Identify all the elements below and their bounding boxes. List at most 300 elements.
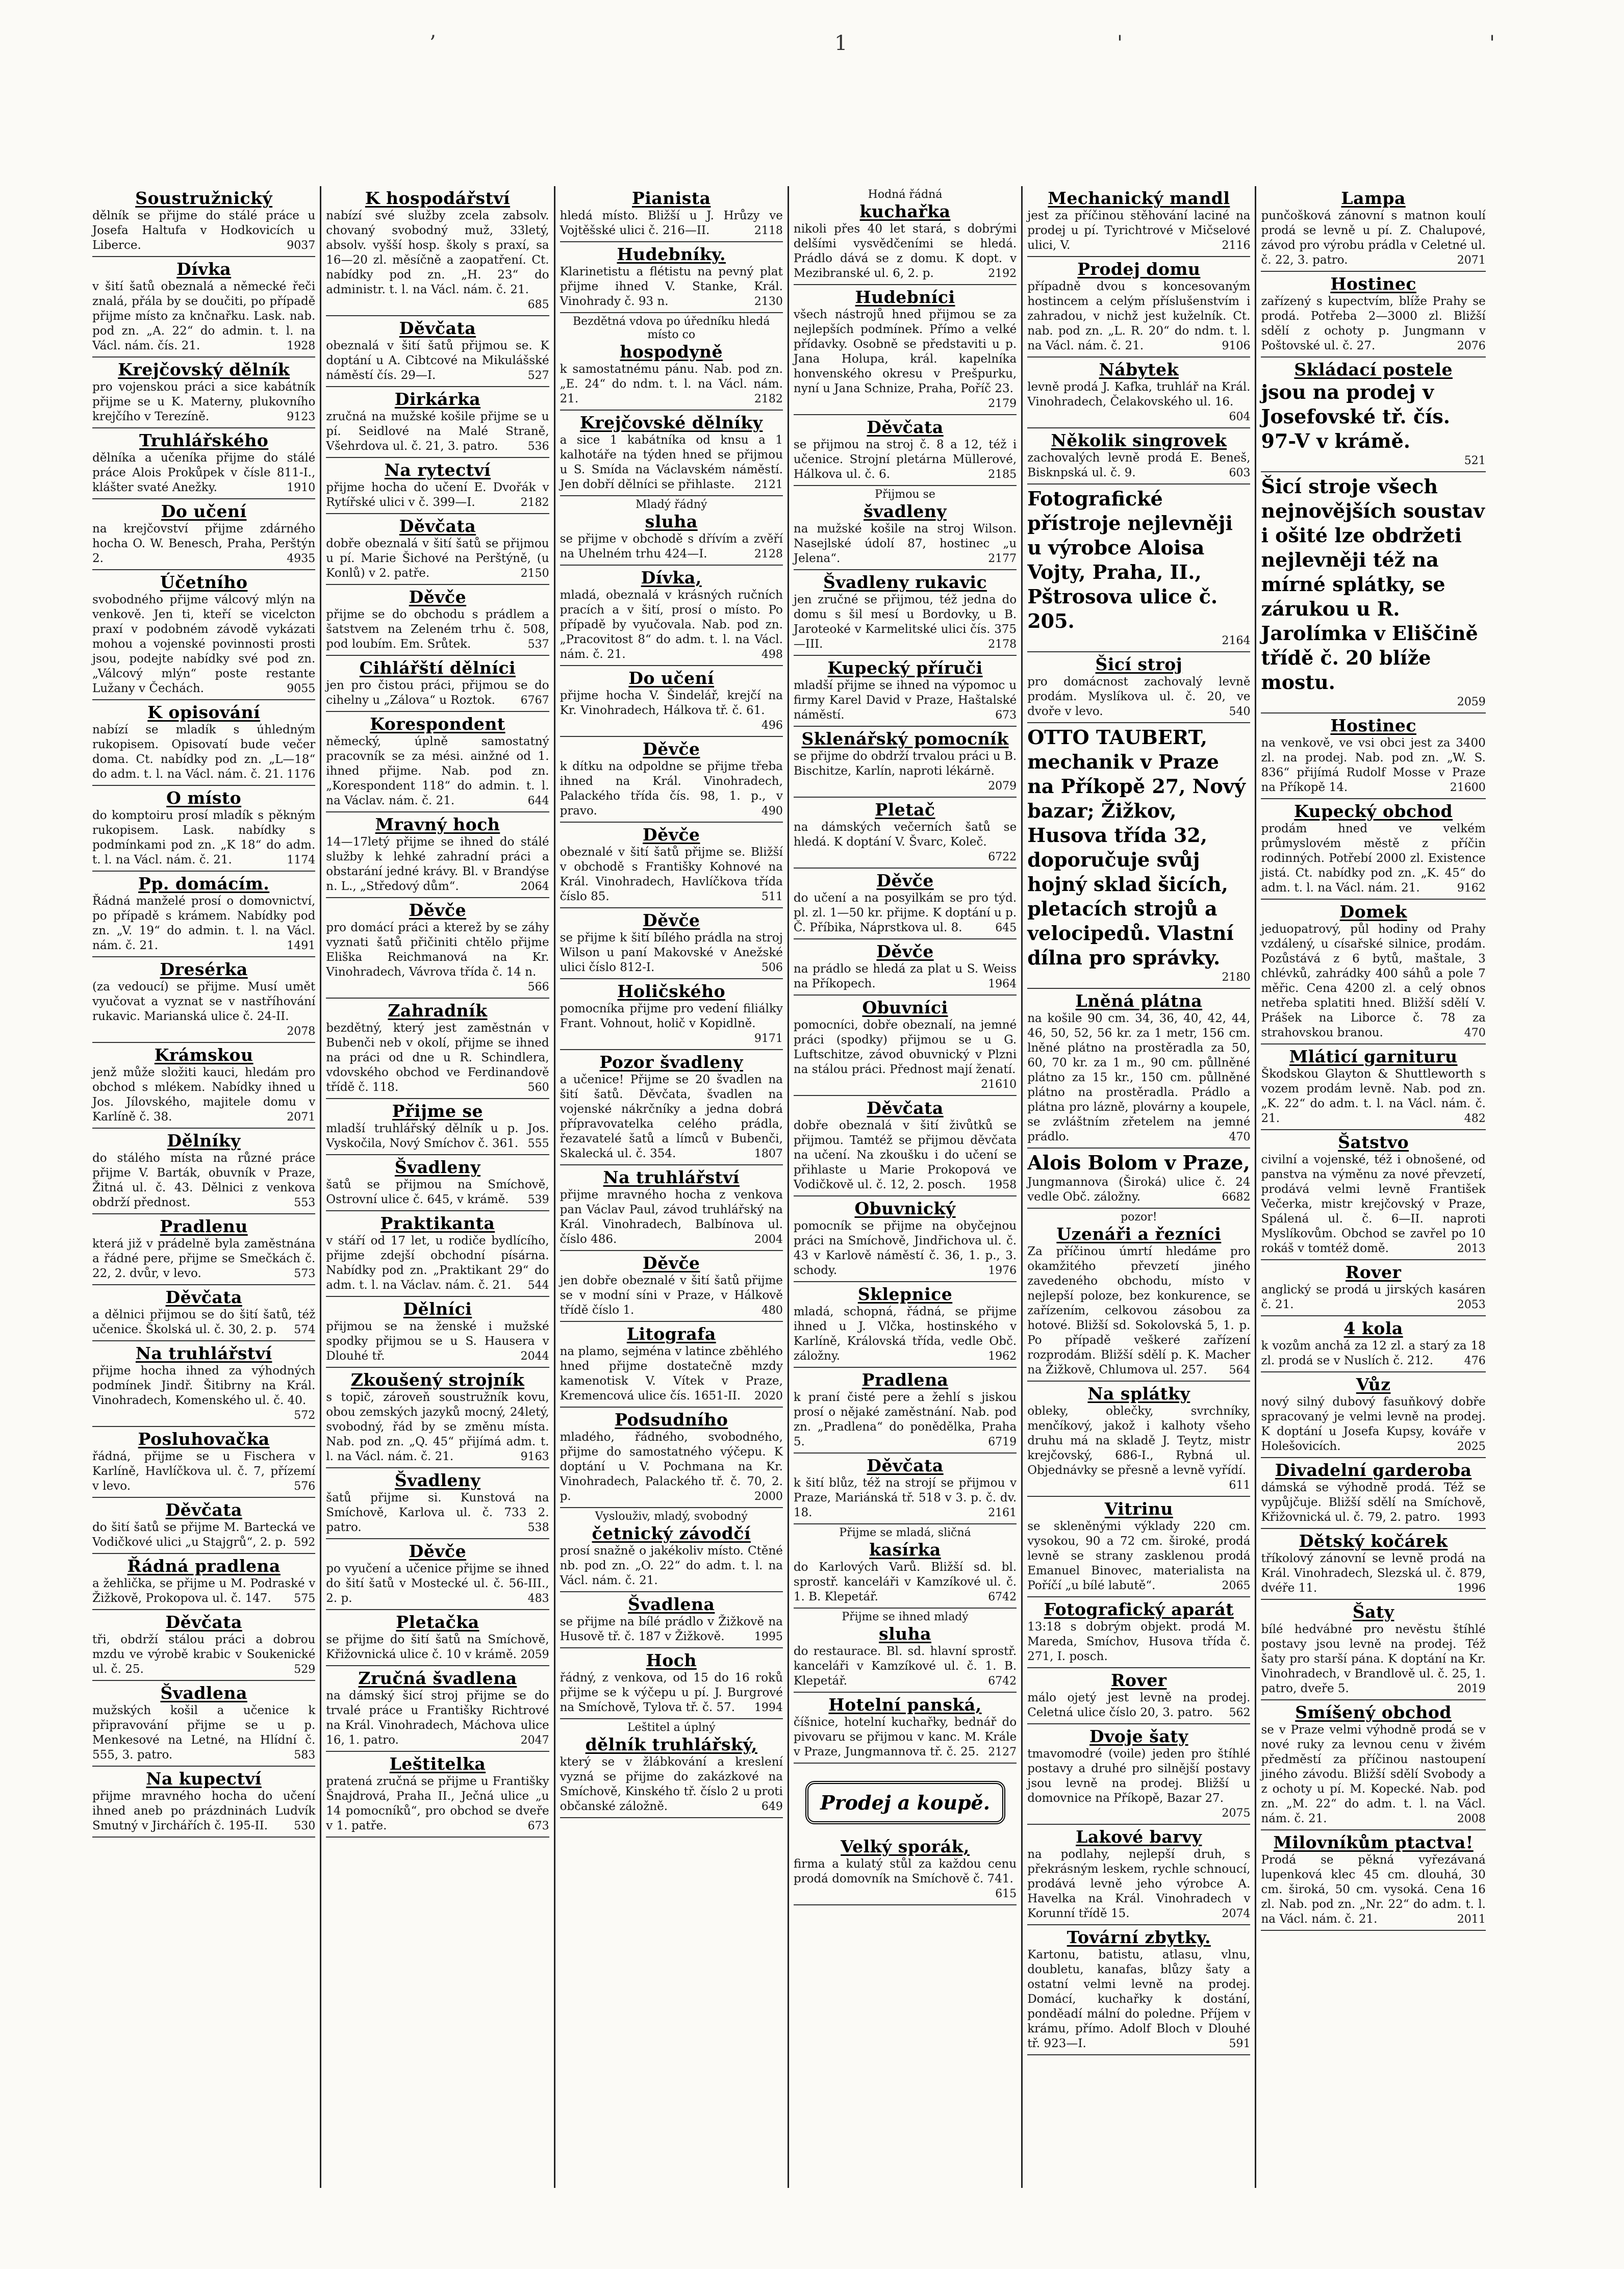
ad-body: levně prodá J. Kafka, truhlář na Král. Vinohradech, Čelakovského ul. 16.	[1027, 380, 1251, 409]
ad-reference-number: 1993	[1457, 1511, 1486, 1524]
classified-ad	[1261, 1700, 1485, 1830]
ad-heading: Děvče	[409, 900, 467, 920]
classified-ad	[1027, 1668, 1250, 1724]
ad-heading: Děvčata	[165, 1500, 242, 1520]
ad-body: Kartonu, batistu, atlasu, vlnu, doubletu, kanafas, blůzy šaty a ostatní velmi levně na prodej. Domácí, kuchařky k dostání, ponděadí mální do poledne. Příjem v krámu, přímo. Adolf Bloch v Dlouhé tř. 923—I.	[1027, 1948, 1251, 2050]
ad-heading: 4 kola	[1343, 1318, 1403, 1338]
classified-ad	[1261, 1130, 1485, 1260]
ad-body: řádný, z venkova, od 15 do 16 roků přijme se k výčepu u pí. J. Burgrové na Smíchově, Tylova tř. č. 57.	[560, 1671, 783, 1714]
ad-heading: Rover	[1345, 1262, 1402, 1282]
classified-ad	[794, 1609, 1017, 1693]
ad-heading: kasírka	[869, 1540, 941, 1560]
ad-body: v stáří od 17 let, u rodiče bydlícího, přijme zdejší obchodní písárna. Nabídky pod zn. „Praktikant 29“ do adm. t. l. na Václav. nám. č. 21.	[326, 1234, 549, 1292]
classified-ad	[326, 186, 549, 316]
ad-preamble: Hodná řádná	[868, 188, 943, 201]
ad-heading: Milovníkům ptactva!	[1273, 1832, 1474, 1852]
ad-reference-number: 6719	[988, 1436, 1017, 1448]
classified-ad	[92, 1214, 315, 1285]
classified-ad	[560, 737, 783, 823]
ad-reference-number: 562	[1229, 1706, 1251, 1719]
ad-reference-number: 6682	[1222, 1191, 1251, 1204]
page-mark: '	[1117, 32, 1123, 55]
classified-ad	[794, 656, 1017, 727]
ad-heading: Holičského	[617, 981, 726, 1001]
classified-ad	[794, 727, 1017, 798]
ad-reference-number: 649	[761, 1800, 783, 1813]
classified-ad	[92, 1427, 315, 1498]
ad-body: přijme mravného hocha do učení ihned aneb po prázdninách Ludvík Smutný v Jirchářích č. 195-II.	[92, 1790, 316, 1832]
ad-reference-number: 2059	[1457, 696, 1486, 708]
ad-reference-number: 2079	[988, 780, 1017, 793]
classified-ad	[92, 1498, 315, 1554]
ad-reference-number: 560	[527, 1081, 549, 1094]
ad-heading: Uzenáři a řezníci	[1056, 1224, 1222, 1244]
ad-body: do Karlových Varů. Bližší sd. bl. sprostř. kanceláři v Kamzíkové ul. č. 1. B. Klepetář.	[793, 1561, 1017, 1603]
ad-preamble: Přijme se mladá, sličná	[839, 1526, 971, 1539]
ad-reference-number: 2130	[754, 295, 783, 308]
ad-heading: Skládací postele	[1294, 360, 1453, 379]
classified-ad	[1027, 989, 1250, 1149]
ad-body: na plamo, sejména v latince zběhlého hned přijme dostatečně mzdy kamenotisk V. Vítek v Praze, Kremencová ulice čís. 1651-II.	[560, 1345, 783, 1403]
classified-ad	[92, 1129, 315, 1214]
ad-body: obleky, oblečky, svrchníky, menčíkový, jakož i kalhoty všeho druhu má na skladě J. Teytz, mistr krejčovský, 686-I., Rybná ul. Objednávky se přesně a levně vyřídí.	[1027, 1405, 1251, 1477]
classified-ad	[1027, 723, 1250, 989]
ad-reference-number: 2004	[754, 1233, 783, 1246]
ad-heading: K opisování	[147, 702, 261, 722]
ad-body: nový silný dubový fasuňkový dobře spracovaný je velmi levně na prodej. K doptání u Josefa Kupsy, kováře v Holešovicích.	[1261, 1395, 1486, 1453]
ad-reference-number: 2008	[1457, 1813, 1486, 1825]
ad-body: do učení a na posyilkám se pro týd. pl. zl. 1—50 kr. přijme. K doptání u p. Č. Příbika, Náprstkova ul. 8.	[793, 891, 1017, 934]
classified-ad	[794, 1096, 1017, 1196]
ad-reference-number: 2128	[754, 548, 783, 560]
ad-body: který se v žlábkování a kreslení vyzná se přijme do zakázkové na Smíchově, Kinského tř. číslo 2 u proti občanské záložně.	[560, 1755, 783, 1813]
ad-heading: Domek	[1339, 902, 1407, 922]
ad-heading: Obuvnický	[854, 1199, 956, 1218]
column-1	[88, 186, 321, 2188]
ad-heading: Do učení	[161, 501, 247, 521]
classified-ad	[92, 700, 315, 786]
ad-reference-number: 555	[527, 1137, 549, 1150]
ad-heading: Děvčata	[399, 318, 476, 338]
ad-reference-number: 2020	[754, 1390, 783, 1403]
ad-body: pro domácnost zachovalý levně prodám. Myslíkova ul. č. 20, ve dvoře v levo.	[1027, 675, 1251, 718]
ad-reference-number: 1958	[988, 1179, 1017, 1191]
ad-heading: Krejčovské dělníky	[580, 413, 763, 432]
ad-heading: Pianista	[632, 188, 711, 208]
ad-reference-number: 2059	[520, 1648, 549, 1661]
ad-reference-number: 583	[294, 1749, 316, 1762]
classified-ad	[92, 570, 315, 700]
classified-ad	[794, 1368, 1017, 1454]
classified-ad	[794, 1693, 1017, 1764]
classified-ad	[326, 458, 549, 514]
ad-reference-number: 592	[294, 1536, 316, 1549]
classified-ad	[1027, 1597, 1250, 1668]
ad-body: na mužské košile na stroj Wilson. Nasejlské údolí 87, hostinec „u Jelena“.	[793, 522, 1017, 565]
column-5	[1023, 186, 1256, 2188]
ad-reference-number: 480	[761, 1304, 783, 1317]
ad-heading: Děvčata	[867, 1098, 944, 1118]
ad-body: Klarinetistu a flétistu na pevný plat přijme ihned V. Stanke, Král. Vinohrady č. 93 n.	[560, 265, 783, 308]
ad-heading: Švadlena	[160, 1683, 247, 1703]
ad-body: přijme hocha V. Šindelář, krejčí na Kr. Vinohradech, Hálkova tř. č. 61.	[560, 689, 783, 717]
ad-body: pro vojenskou práci a sice kabátník přijme se u K. Materny, plukovního krejčího v Terezíně.	[92, 380, 316, 423]
ad-heading: Na rytectví	[384, 460, 491, 480]
classified-ad	[794, 996, 1017, 1096]
classified-ad	[794, 415, 1017, 486]
ad-body: zachovalých levně prodá E. Beneš, Bisknpská ul. č. 9.	[1027, 451, 1251, 479]
ad-heading: Děvče	[643, 739, 700, 759]
ad-body: obeznalé v šití šatů přijme se. Bližší v obchodě s Františky Kohnové na Král. Vinohradech, Havlíčkova třída číslo 85.	[560, 846, 783, 903]
ad-reference-number: 573	[294, 1267, 316, 1280]
ad-reference-number: 2180	[1222, 971, 1251, 984]
ad-body: která již v prádelně byla zaměstnána a řádné pere, přijme se Smečkách č. 22, 2. dvůr, v levo.	[92, 1237, 316, 1280]
ad-reference-number: 574	[294, 1323, 316, 1336]
ad-reference-number: 2182	[520, 496, 549, 509]
classified-ad	[560, 1648, 783, 1719]
ad-reference-number: 9037	[287, 239, 316, 252]
classified-ad	[1027, 652, 1250, 723]
classified-ad	[92, 1610, 315, 1681]
ad-heading: Švadlena	[628, 1594, 715, 1614]
classified-ad	[326, 1368, 549, 1468]
ad-heading: Nábytek	[1099, 360, 1179, 379]
classified-ad	[560, 1719, 783, 1818]
ad-heading: Cihlářští dělníci	[359, 658, 516, 678]
classified-ad	[560, 1050, 783, 1165]
ad-reference-number: 2192	[988, 267, 1017, 280]
ad-heading: Mechanický mandl	[1048, 188, 1230, 208]
ad-body: jenž může složiti kauci, hledám pro obchod s mlékem. Nabídky ihned u Jos. Jílovského, majitele domu v Karlíně č. 38.	[92, 1066, 316, 1124]
ad-reference-number: 476	[1464, 1355, 1486, 1367]
ad-reference-number: 6742	[988, 1675, 1017, 1688]
ad-heading: Vitrinu	[1104, 1499, 1173, 1519]
ad-reference-number: 1995	[754, 1630, 783, 1643]
ad-heading: kuchařka	[859, 201, 951, 221]
ad-heading: sluha	[645, 512, 698, 531]
ad-reference-number: 591	[1229, 2037, 1251, 2050]
ad-heading: Do učení	[628, 668, 715, 688]
classified-ad	[1261, 713, 1485, 799]
ad-reference-number: 2075	[1222, 1807, 1251, 1820]
classified-ad	[326, 656, 549, 712]
ad-reference-number: 2178	[988, 638, 1017, 651]
ad-body: se v Praze velmi výhodně prodá se v nové ruky za levnou cenu v živém předměstí za příčinou nastoupení jiného závodu. Bližší sdělí Svobody a z ochoty u pí. M. Kopecké. Nab. pod zn. „M. 22“ do adm. t. l. na Václ. nám. č. 21.	[1261, 1723, 1486, 1825]
classified-ad	[92, 428, 315, 499]
ad-reference-number: 1976	[988, 1264, 1017, 1277]
ad-body: Za příčinou úmrtí hledáme pro okamžitého převzetí jiného zavedeného obchodu, místo v nejlepší poloze, bez konkurence, se zařízením, celkovou zásobou za hotové. Bližší sd. Sokolovská 5, 1. p. Po případě veškeré zařízení rozprodám. Bližší sdělí p. K. Macher na Žižkově, Chlumova ul. 257.	[1027, 1245, 1251, 1376]
ad-heading: Zahradník	[388, 1001, 488, 1021]
ad-reference-number: 673	[527, 1820, 549, 1832]
ad-body: k šití blůz, též na strojí se přijmou v Praze, Mariánská tř. 518 v 3. p. č. dv. 18.	[793, 1476, 1017, 1519]
ad-body: dělníka a učeníka přijme do stálé práce Alois Prokůpek v čísle 811-I., klášter svaté Anežky.	[92, 451, 316, 494]
ad-body: přijme se do obchodu s prádlem a šatstvem na Zeleném trhu č. 508, pod loubím. Em. Srůtek.	[326, 608, 549, 651]
ad-body: k dítku na odpoldne se přijme třeba ihned na Král. Vinohradech, Palackého třída čís. 98, 1. p., v pravo.	[560, 760, 783, 818]
classified-ad	[1261, 358, 1485, 472]
ad-body: pomocníka přijme pro vedení filiálky Frant. Vohnout, holič v Kopidlně.	[560, 1002, 783, 1030]
ad-display-text: Šicí stroje všech nejnovějších soustav i ošité lze obdržeti nejlevněji též na mírné splátky, se zárukou u R. Jarolímka v Eliščině třídě č. 20 blíže mostu.	[1261, 475, 1485, 694]
ad-body: bílé hedvábné pro nevěstu štíhlé postavy jsou levně na prodej. Též šaty pro starší pána. K doptání na Kr. Vinohradech, v Brandlově ul. č. 25, 1. patro, dveře 5.	[1261, 1623, 1486, 1695]
ad-heading: Leštitelka	[389, 1754, 486, 1774]
classified-columns	[88, 186, 1490, 2188]
ad-reference-number: 2164	[1222, 634, 1251, 647]
ad-body: číšnice, hotelní kuchařky, bednář do pivovaru se přijmou v kanc. M. Krále v Praze, Jungmannova tř. č. 25.	[793, 1716, 1017, 1758]
ad-body: přijme mravného hocha z venkova pan Václav Paul, závod truhlářský na Král. Vinohradech, Balbínova ul. číslo 486.	[560, 1188, 783, 1246]
column-3	[555, 186, 789, 2188]
ad-body: na prádlo se hledá za plat u S. Weiss na Příkopech.	[793, 962, 1017, 990]
ad-heading: Lněná plátna	[1075, 991, 1203, 1011]
ad-body: zařízený s kupectvím, blíže Prahy se prodá. Potřeba 2—3000 zl. Bližší sdělí z ochoty p. Jungmann v Poštovské ul. č. 27.	[1261, 295, 1486, 352]
classified-ad	[794, 1454, 1017, 1524]
ad-body: k vozům anchá za 12 zl. a starý za 18 zl. prodá se v Nuslích č. 212.	[1261, 1339, 1486, 1367]
classified-ad	[794, 486, 1017, 570]
ad-body: jest za příčinou stěhování laciné na prodej u pí. Tyrichtrové v Mičselové ulici, V.	[1027, 209, 1251, 252]
ad-body: řádná, přijme se u Fischera v Karlíně, Havlíčkova ul. č. 7, přízemí v levo.	[92, 1450, 316, 1493]
ad-reference-number: 9162	[1457, 882, 1486, 895]
ad-reference-number: 1491	[287, 939, 316, 952]
ad-reference-number: 2116	[1222, 239, 1251, 252]
ad-heading: Děvče	[409, 587, 467, 607]
classified-ad	[326, 1752, 549, 1838]
page-mark: '	[1489, 32, 1495, 55]
classified-ad	[560, 242, 783, 313]
classified-ad	[92, 186, 315, 257]
ad-heading: Pozor švadleny	[599, 1052, 743, 1072]
classified-ad	[326, 812, 549, 898]
classified-ad	[1261, 272, 1485, 358]
classified-ad	[326, 712, 549, 812]
section-stamp: Prodej a koupě.	[805, 1781, 1005, 1824]
classified-ad	[560, 908, 783, 979]
ad-heading: Hotelní panská,	[828, 1695, 982, 1715]
classified-ad	[560, 1508, 783, 1592]
classified-ad	[1261, 1830, 1485, 1931]
ad-heading: Švadleny	[394, 1157, 481, 1177]
classified-ad	[560, 1165, 783, 1251]
classified-ad	[794, 1196, 1017, 1282]
ad-body: jen pro čistou práci, přijmou se do cihelny u „Zálova“ u Roztok.	[326, 679, 549, 707]
ad-heading: Vůz	[1356, 1374, 1391, 1394]
ad-heading: Prodej domu	[1077, 259, 1201, 279]
ad-heading: Kupecký obchod	[1294, 801, 1453, 821]
ad-display-text: Alois Bolom v Praze,	[1027, 1151, 1250, 1174]
ad-reference-number: 530	[294, 1820, 316, 1832]
ad-reference-number: 2127	[988, 1746, 1017, 1758]
ad-heading: Praktikanta	[380, 1213, 495, 1233]
ad-body: přijmou se na ženské i mužské spodky přijmou se u S. Hausera v Dlouhé tř.	[326, 1320, 549, 1363]
ad-reference-number: 511	[761, 890, 783, 903]
ad-heading: Hoch	[646, 1650, 697, 1670]
classified-ad	[92, 957, 315, 1043]
ad-reference-number: 1176	[287, 768, 316, 781]
ad-body: případně dvou s koncesovaným hostincem a celým příslušenstvím i zahradou, v nichž jest kuželník. Ct. nab. pod zn. „L. R. 20“ do ndm. t. l. na Václ. nám. č. 21.	[1027, 280, 1251, 352]
ad-body: civilní a vojenské, též i obnošené, od panstva na výměnu za nové převzetí, prodává velmi levně František Večerka, mistr krejčovský v Praze, Spálená ul. č. 6—II. naproti Myslíkovům. Obchod se zavřel po 10 rokáš v tomtéž domě.	[1261, 1153, 1486, 1255]
ad-reference-number: 1964	[988, 978, 1017, 990]
ad-reference-number: 538	[527, 1521, 549, 1534]
ad-reference-number: 2161	[988, 1507, 1017, 1519]
classified-ad	[1261, 1260, 1485, 1316]
ad-heading: Obuvníci	[862, 998, 948, 1017]
classified-ad	[92, 786, 315, 872]
ad-reference-number: 2053	[1457, 1298, 1486, 1311]
ad-body: pomocníci, dobře obeznalí, na jemné práci (spodky) přijmou se u G. Luftschitze, závod obuvnický v Plzni na stálou práci. Přednost mají ženatí.	[793, 1018, 1017, 1076]
ad-body: mladá, schopná, řádná, se přijme ihned u J. Vlčka, hostinského v Karlíně, Královská třída, vedle Obč. záložny.	[793, 1305, 1017, 1363]
classified-ad	[326, 1539, 549, 1610]
ad-heading: Na truhlářství	[135, 1343, 272, 1363]
classified-ad	[1027, 358, 1250, 428]
ad-body: v šití šatů obeznalá a německé řeči znalá, přála by se doučiti, po případě přijme místo za knčnařku. Lask. nab. pod zn. „A. 22“ do admin. t. l. na Václ. nám. čís. 21.	[92, 280, 316, 352]
ad-body: a sice 1 kabátníka od knsu a 1 kalhotáře na týden hned se přijmou u S. Smída na Václavském náměstí. Jen dobří dělníci se přihlaste.	[560, 434, 783, 491]
classified-ad	[92, 499, 315, 570]
ad-reference-number: 2078	[287, 1025, 316, 1038]
ad-heading: Děvčata	[399, 516, 476, 536]
ad-heading: Děvčata	[867, 1456, 944, 1475]
ad-body: mladší truhlářský dělník u p. Jos. Vyskočila, Nový Smíchov č. 361.	[326, 1122, 549, 1150]
classified-ad	[794, 285, 1017, 415]
classified-ad	[560, 566, 783, 666]
ad-body: mladého, řádného, svobodného, přijme do samostatného výčepu. K doptání u V. Pochmana na Kr. Vinohradech, Palackého tř. č. 70, 2. p.	[560, 1431, 783, 1503]
ad-reference-number: 576	[294, 1480, 316, 1493]
ad-reference-number: 540	[1229, 705, 1251, 718]
ad-reference-number: 1996	[1457, 1582, 1486, 1595]
classified-ad	[1027, 1825, 1250, 1925]
ad-heading: Děvče	[876, 941, 934, 961]
ad-body: všech nástrojů hned přijmou se za nejlepších podmínek. Přímo a velké přídavky. Osobně se představiti u p. Jana Holupa, král. kapelníka honvenského okresu v Prešpurku, nyní u Jana Schnize, Praha, Poříč 23.	[793, 308, 1017, 395]
classified-ad	[92, 872, 315, 957]
ad-preamble: Vyslouživ, mladý, svobodný	[595, 1510, 748, 1523]
ad-reference-number: 536	[527, 440, 549, 453]
classified-ad	[1027, 428, 1250, 485]
ad-reference-number: 9123	[287, 411, 316, 423]
classified-ad	[92, 1285, 315, 1341]
classified-ad	[1261, 900, 1485, 1044]
classified-ad	[326, 514, 549, 585]
classified-ad	[1261, 1044, 1485, 1130]
ad-body: anglický se prodá u jirských kasáren č. 21.	[1261, 1283, 1486, 1311]
ad-preamble: Přijmou se	[875, 488, 935, 501]
ad-heading: Soustružnický	[135, 188, 273, 208]
ad-reference-number: 9163	[520, 1450, 549, 1463]
ad-heading: Hostinec	[1330, 716, 1416, 735]
classified-ad	[92, 1554, 315, 1610]
ad-body: do restaurace. Bl. sd. hlavní sprostř. kanceláři v Kamzíkové ul. č. 1. B. Klepetář.	[793, 1645, 1017, 1688]
ad-reference-number: 2118	[754, 224, 783, 237]
ad-body: dobře obeznalá v šití šatů se přijmou u pí. Marie Šichové na Perštýně, (u Konlů) v 2. patře.	[326, 537, 549, 580]
ad-body: mužských košil a učenice k připravování přijme se u p. Menkesové na Letné, na Hlídní č. 555, 3. patro.	[92, 1704, 316, 1762]
ad-heading: Dresérka	[160, 959, 248, 979]
classified-ad	[560, 496, 783, 566]
classified-ad	[1261, 1529, 1485, 1600]
classified-ad	[794, 1834, 1017, 1905]
classified-ad	[326, 999, 549, 1099]
ad-body: a učenice! Přijme se 20 švadlen na šití šatů. Děvčata, švadlen na vojenské nákrčníky a jedna dobrá přípravovatelka celého prádla, řezavatelé šatů a límců v Bubenči, Skalecká ul. č. 354.	[560, 1073, 783, 1160]
ad-heading: Pradlenu	[160, 1216, 248, 1236]
ad-heading: Krejčovský dělník	[118, 360, 290, 379]
ad-heading: sluha	[879, 1624, 932, 1644]
ad-heading: dělník truhlářský,	[585, 1735, 757, 1754]
ad-reference-number: 566	[527, 981, 549, 993]
ad-body: firma a kulatý stůl za každou cenu prodá domovník na Smíchově č. 741.	[793, 1857, 1017, 1885]
ad-body: po vyučení a učenice přijme se ihned do šití šatů v Mostecké ul. č. 56-III., 2. p.	[326, 1562, 549, 1605]
classified-ad	[92, 257, 315, 358]
ad-body: se skleněnými výklady 220 cm. vysokou, 90 a 72 cm. široké, prodá levně se strany zasklenou prodá Emanuel Binovec, materialista na Poříčí „u bílé labutě“.	[1027, 1520, 1251, 1592]
ad-reference-number: 2025	[1457, 1440, 1486, 1453]
ad-heading: Řádná pradlena	[127, 1556, 281, 1576]
ad-body: na košile 90 cm. 34, 36, 40, 42, 44, 46, 50, 52, 56 kr. za 1 metr, 156 cm. lněné plátno na prostěradla za 50, 60, 70 kr. za 1 m., 90 cm. půllněné plátno za 15 kr., 150 cm. půllněné plátno na prostěradla. Prádlo a plátna pro lázně, plovárny a koupele, se zvláštním zřetelem na jemné prádlo.	[1027, 1012, 1251, 1143]
classified-ad	[794, 570, 1017, 656]
ad-heading: Podsudního	[615, 1410, 728, 1430]
ad-body: se přijme do obdrží trvalou práci u B. Bischitze, Karlín, naproti lékárně.	[793, 750, 1017, 778]
classified-ad	[1027, 257, 1250, 358]
ad-preamble: pozor!	[1121, 1211, 1157, 1223]
classified-ad	[560, 979, 783, 1050]
ad-body: Jungmannova (Široká) ulice č. 24 vedle Obč. záložny.	[1027, 1176, 1251, 1204]
ad-body: jeduopatrový, půl hodiny od Prahy vzdálený, u císařské silnice, prodám. Pozůstává z 6 bytů, maštale, 3 chlévků, zahrádky 400 sáhů a pole 7 měřic. Cena 4200 zl. a celý obnos netřeba splatiti hned. Bližší sdělí V. Prášek na Liborce č. 78 za strahovskou branou.	[1261, 923, 1486, 1039]
ad-heading: Děvče	[643, 910, 700, 930]
ad-body: pro domácí práci a kterež by se záhy vyznati šatů přičiniti chtělo přijme Eliška Reichmanová na Kr. Vinohradech, Vávrova třída č. 14 n.	[326, 921, 549, 979]
ad-reference-number: 1174	[287, 854, 316, 866]
ad-heading: Dívka	[176, 259, 232, 279]
ad-body: šatů přijme si. Kunstová na Smíchově, Karlova ul. č. 733 2. patro.	[326, 1491, 549, 1534]
ad-reference-number: 2150	[520, 567, 549, 580]
ad-preamble: Leštitel a úplný	[627, 1721, 716, 1734]
ad-display-text: OTTO TAUBERT, mechanik v Praze na Příkopě 27, Nový bazar; Žižkov, Husova třída 32, doporučuje svůj hojný sklad šicích, pletacích strojů a velocipedů. Vlastní dílna pro správky.	[1027, 726, 1246, 969]
ad-reference-number: 645	[995, 922, 1017, 934]
ad-reference-number: 2047	[520, 1734, 549, 1747]
ad-body: hledá místo. Bližší u J. Hrůzy ve Vojtěšské ulici č. 216—II.	[560, 209, 783, 237]
ad-reference-number: 544	[527, 1279, 549, 1292]
ad-heading: Účetního	[160, 572, 248, 592]
ad-body: dámská se výhodně prodá. Též se vypůjčuje. Bližší sdělí na Smíchově, Křižovnická ul. č. 79, 2. patro.	[1261, 1481, 1486, 1524]
ad-reference-number: 644	[527, 795, 549, 807]
ad-reference-number: 470	[1229, 1131, 1251, 1143]
ad-body: mladá, obeznalá v krásných ručních pracích a v šití, prosí o místo. Po případě by vyučovala. Nab. pod zn. „Pracovitost 8“ do adm. t. l. na Václ. nám. č. 21.	[560, 589, 783, 661]
column-2	[321, 186, 555, 2188]
ad-heading: Dělníky	[167, 1131, 241, 1151]
ad-heading: Děvče	[643, 1253, 700, 1273]
page-mark: ’	[429, 32, 436, 55]
ad-heading: Na kupectví	[146, 1769, 262, 1789]
ad-heading: Litografa	[626, 1324, 716, 1344]
ad-heading: Dvoje šaty	[1089, 1726, 1188, 1746]
ad-reference-number: 527	[527, 369, 549, 382]
ad-reference-number: 6722	[988, 851, 1017, 863]
ad-body: dělník se přijme do stálé práce u Josefa Haltufa v Hodkovicích u Liberce.	[92, 209, 316, 252]
ad-reference-number: 490	[761, 805, 783, 818]
ad-reference-number: 615	[995, 1888, 1017, 1900]
classified-ad	[794, 798, 1017, 869]
classified-ad	[560, 666, 783, 737]
classified-ad	[560, 1322, 783, 1408]
ad-body: s topič, zároveň soustružník kovu, obou zemských jazyků mocný, 24letý, svobodný, řád by se změnu místa. Nab. pod zn. „Q. 45“ přijímá adm. t. l. na Václ. nám. č. 21.	[326, 1391, 549, 1463]
ad-body: Prodá se pěkná vyřezávaná lupenková klec 45 cm. dlouhá, 30 cm. široká, 50 cm. vysoká. Cena 16 zl. Nab. pod zn. „Nr. 22“ do adm. t. l. na Václ. nám. č. 21.	[1261, 1853, 1486, 1926]
ad-body: na podlahy, nejlepší druh, s překrásným leskem, rychle schnoucí, prodává levně jeho výrobce A. Havelka na Král. Vinohradech v Korunní třídě 15.	[1027, 1848, 1251, 1920]
classified-ad	[1261, 1600, 1485, 1700]
classified-ad	[560, 1592, 783, 1648]
ad-heading: O místo	[166, 788, 242, 808]
ad-reference-number: 2074	[1222, 1907, 1251, 1920]
ad-heading: Rover	[1111, 1670, 1167, 1690]
ad-reference-number: 506	[761, 961, 783, 974]
classified-ad	[1027, 1149, 1250, 1209]
ad-reference-number: 2121	[754, 478, 783, 491]
ad-body: se přijme na bílé prádlo v Žižkově na Husově tř. č. 187 v Žižkově.	[560, 1615, 783, 1643]
ad-body: na dámský šicí stroj přijme se do trvalé práce u Františky Richtrové na Král. Vinohradech, Máchova ulice 16, 1. patro.	[326, 1689, 549, 1747]
ad-body: do šití šatů se přijme M. Bartecká ve Vodičkové ulici „u Stajgrů“, 2. p.	[92, 1521, 316, 1549]
classified-ad	[1261, 472, 1485, 713]
ad-reference-number: 2064	[520, 880, 549, 893]
ad-heading: Hostinec	[1330, 274, 1416, 294]
